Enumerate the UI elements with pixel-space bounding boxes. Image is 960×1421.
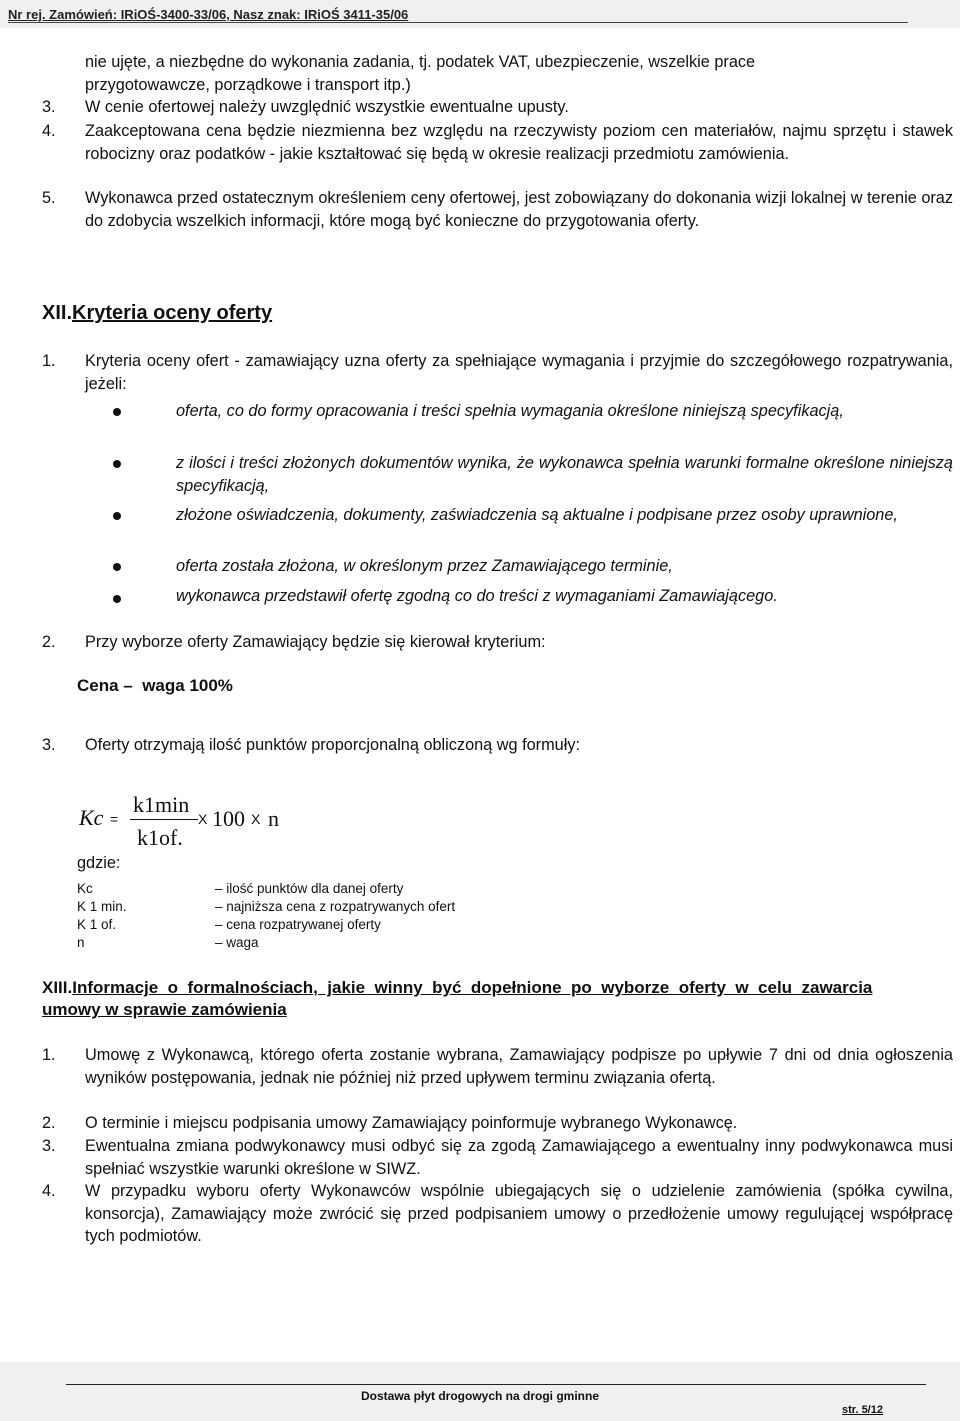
bullet-item: oferta, co do formy opracowania i treści spełnia wymagania określone niniejszą specyfikacją, [176,402,844,420]
legend-description: – waga [215,935,259,950]
list-number: 4. [42,122,56,140]
list-item: Zaakceptowana cena będzie niezmienna bez względu na rzeczywisty poziom cen materiałów, najmu sprzętu i stawek robocizny oraz podatków - jakie kształtować się będą w okresie realizacji przedmiotu zamówienia. [85,122,953,163]
legend-description: – ilość punktów dla danej oferty [215,881,404,896]
section-title-text: Informacje o formalnościach, jakie winny być dopełnione po wyborze oferty w celu zawarcia [72,978,873,997]
list-item: W przypadku wyboru oferty Wykonawców wspólnie ubiegających się o udzielenie zamówienia (spółka cywilna, konsorcja), Zamawiający może zwrócić się przed podpisaniem umowy o przedłożenie umowy regulującej współpracę tych podmiotów. [85,1182,953,1245]
times-sign: X [198,811,208,827]
list-item: W cenie ofertowej należy uwzględnić wszystkie ewentualne upusty. [85,98,569,116]
header-rule [8,22,908,23]
section-title-line-2: umowy w sprawie zamówienia [42,1000,287,1019]
list-number: 3. [42,736,56,754]
bullet-item: złożone oświadczenia, dokumenty, zaświadczenia są aktualne i podpisane przez osoby uprawnione, [176,506,898,524]
times-sign: X [251,811,261,827]
bullet-dot [113,563,121,571]
list-number: 3. [42,1137,56,1155]
bullet-item: wykonawca przedstawił ofertę zgodną co do treści z wymaganiami Zamawiającego. [176,587,778,605]
list-number: 2. [42,633,56,651]
section-number: XII. [42,302,73,324]
legend-symbol: n [77,935,85,950]
list-number: 1. [42,352,56,370]
list-number: 2. [42,1114,56,1132]
bullet-dot [113,460,121,468]
formula-hundred: 100 [212,806,245,831]
formula-lhs: Kc [79,805,104,830]
list-number: 3. [42,98,56,116]
legend-symbol: K 1 min. [77,899,127,914]
list-number: 5. [42,189,56,207]
bullet-dot [113,512,121,520]
footer-rule [66,1384,926,1385]
formula-numerator: k1min [133,792,190,817]
header-reference: Nr rej. Zamówień: IRiOŚ-3400-33/06, Nasz znak: IRiOŚ 3411-35/06 [8,7,409,22]
list-item: Wykonawca przed ostatecznym określeniem ceny ofertowej, jest zobowiązany do dokonania wizji lokalnej w terenie oraz do zdobycia wszelkich informacji, które mogą być konieczne do przygotowania oferty. [85,189,953,230]
list-item: O terminie i miejscu podpisania umowy Zamawiający poinformuje wybranego Wykonawcę. [85,1114,738,1132]
bullet-dot [113,595,121,603]
list-item: Umowę z Wykonawcą, którego oferta zostanie wybrana, Zamawiający podpisze po upływie 7 dni od dnia ogłoszenia wyników postępowania, jednak nie później niż przed upływem terminu związania ofertą. [85,1046,953,1087]
section-title: Kryteria oceny oferty [72,302,273,324]
section-title-line-1 [42,977,958,999]
formula-n: n [268,806,279,831]
legend-symbol: Kc [77,881,93,896]
criterion-label: Cena – waga 100% [77,676,233,695]
legend-description: – cena rozpatrywanej oferty [215,917,381,932]
intro-line-2: przygotowawcze, porządkowe i transport itp.) [85,76,411,94]
list-number: 1. [42,1046,56,1064]
bullet-item: oferta została złożona, w określonym przez Zamawiającego terminie, [176,557,673,575]
where-label: gdzie: [77,854,121,872]
legend-description: – najniższa cena z rozpatrywanych ofert [215,899,456,914]
intro-line-1: nie ujęte, a niezbędne do wykonania zadania, tj. podatek VAT, ubezpieczenie, wszelkie prace [85,53,756,71]
bullet-dot [113,408,121,416]
section-number: XIII. [42,978,73,997]
formula-denominator: k1of. [137,825,183,850]
list-item: Kryteria oceny ofert - zamawiający uzna oferty za spełniające wymagania i przyjmie do szczegółowego rozpatrywania, jeżeli: [85,352,953,393]
footer-title: Dostawa płyt drogowych na drogi gminne [360,1389,600,1403]
page-number: str. 5/12 [842,1404,883,1416]
bullet-item: z ilości i treści złożonych dokumentów wynika, że wykonawca spełnia warunki formalne określone niniejszą specyfikacją, [176,454,953,495]
fraction-bar [130,819,198,820]
formula-equals: = [110,811,119,827]
list-item: Przy wyborze oferty Zamawiający będzie się kierował kryterium: [85,633,546,651]
list-number: 4. [42,1182,56,1200]
section-heading-xii [42,302,272,325]
legend-symbol: K 1 of. [77,917,117,932]
list-item: Oferty otrzymają ilość punktów proporcjonalną obliczoną wg formuły: [85,736,580,754]
list-item: Ewentualna zmiana podwykonawcy musi odbyć się za zgodą Zamawiającego a ewentualny inny podwykonawca musi spełniać wszystkie warunki określone w SIWZ. [85,1137,953,1178]
